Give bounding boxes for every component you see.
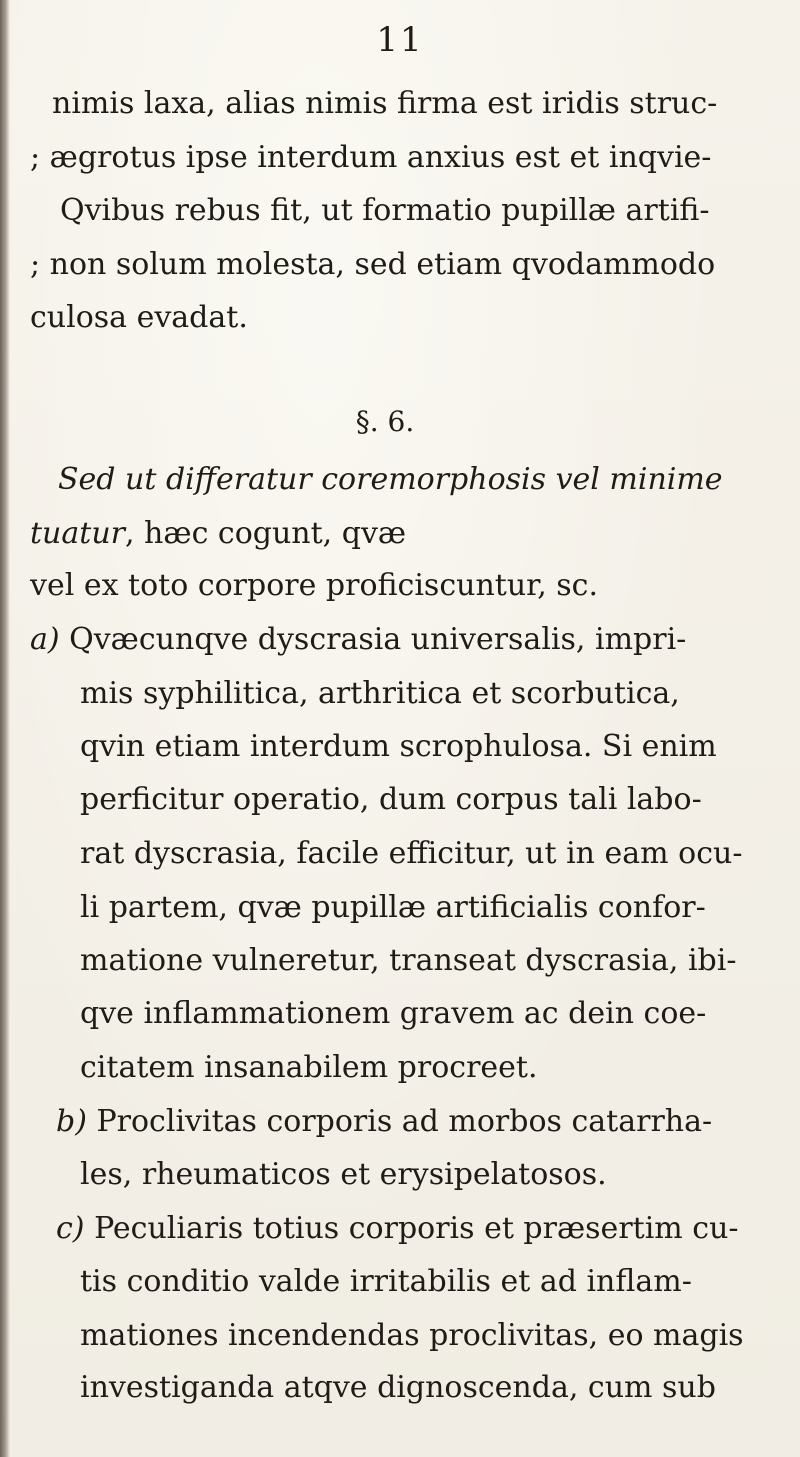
item-text: Proclivitas corporis ad morbos catarrha- [96,1104,713,1139]
paragraph-line: ; ægrotus ipse interdum anxius est et inqvie- [30,140,712,175]
item-text-line: perficitur operatio, dum corpus tali labo- [80,782,702,817]
item-text-line: tis conditio valde irritabilis et ad inflam- [80,1264,692,1299]
page-binding-edge [0,0,10,1457]
heading-rest: , hæc cogunt, qvæ [124,516,407,551]
item-text-line: li partem, qvæ pupillæ artificialis confor- [80,890,706,925]
item-text-line: qvin etiam interdum scrophulosa. Si enim [80,729,717,764]
list-item-a [30,620,686,660]
page-number: 11 [376,20,424,60]
heading-line [58,460,723,500]
heading-italic-cont: tuatur [30,516,125,551]
item-text-line: citatem insanabilem procreet. [80,1050,538,1085]
item-text-line: qve inflammationem gravem ac dein coe- [80,996,707,1031]
paragraph-line: Qvibus rebus fit, ut formatio pupillæ artifi- [60,193,710,228]
item-label: a) [30,622,60,657]
list-item-c [56,1209,739,1249]
paragraph-line: nimis laxa, alias nimis firma est iridis struc- [52,86,718,121]
section-title: §. 6. [355,405,415,438]
item-text-line: les, rheumaticos et erysipelatosos. [80,1157,607,1192]
list-item-b [56,1102,712,1142]
heading-line: vel ex toto corpore proficiscuntur, sc. [30,568,598,603]
item-label: c) [56,1211,85,1246]
item-label: b) [56,1104,87,1139]
paragraph-line: culosa evadat. [30,300,248,335]
item-text: Peculiaris totius corporis et præsertim cu- [94,1211,739,1246]
item-text-line: rat dyscrasia, facile efficitur, ut in eam ocu- [80,836,743,871]
heading-line [30,514,406,554]
item-text-line: mationes incendendas proclivitas, eo magis [80,1318,744,1353]
item-text-line: mis syphilitica, arthritica et scorbutica, [80,676,680,711]
item-text-line: investiganda atqve dignoscenda, cum sub [80,1370,716,1405]
heading-italic: Sed ut differatur coremorphosis vel minime [58,462,723,497]
item-text: Qvæcunqve dyscrasia universalis, impri- [69,622,687,657]
paragraph-line: ; non solum molesta, sed etiam qvodammodo [30,247,716,282]
item-text-line: matione vulneretur, transeat dyscrasia, ibi- [80,943,737,978]
